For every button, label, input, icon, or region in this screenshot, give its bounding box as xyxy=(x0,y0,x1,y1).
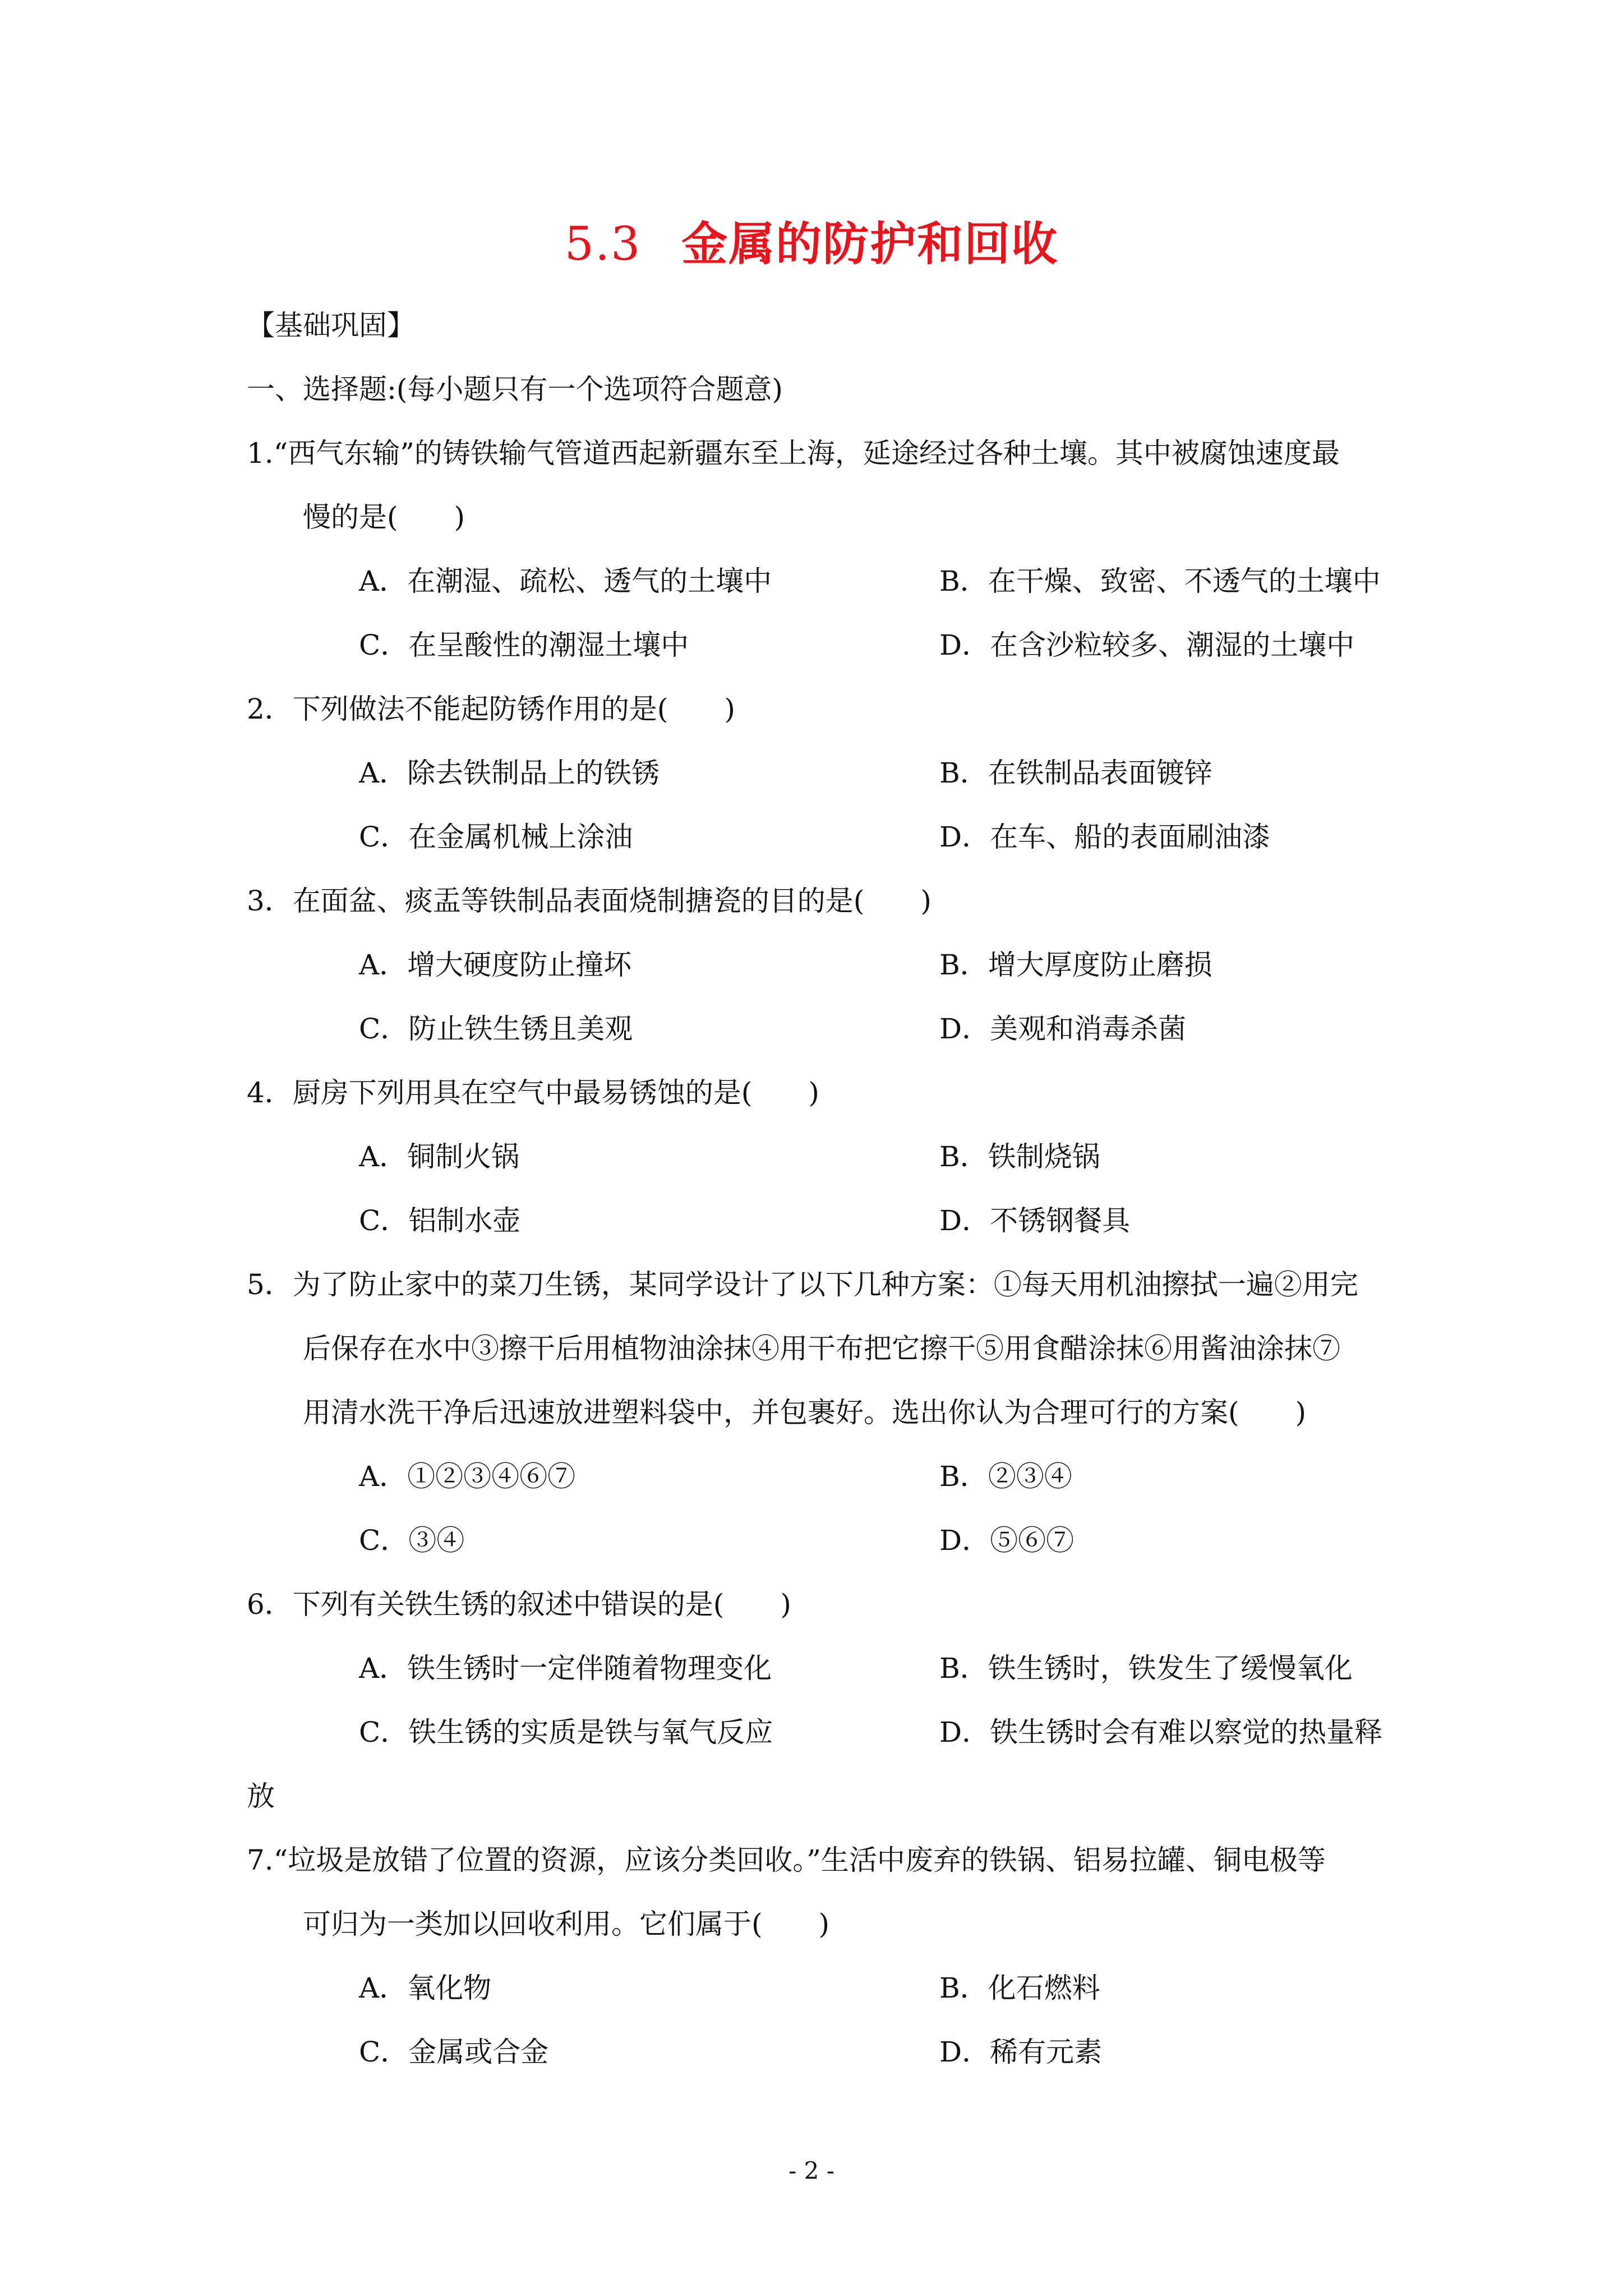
question-type-heading: 一、选择题:(每小题只有一个选项符合题意) xyxy=(247,373,783,406)
section-heading: 【基础巩固】 xyxy=(247,309,415,342)
question-3-option-d: D．美观和消毒杀菌 xyxy=(939,1013,1187,1045)
question-5-option-a: A．①②③④⑥⑦ xyxy=(359,1460,576,1493)
question-6-line-1: 6．下列有关铁生锈的叙述中错误的是( ) xyxy=(247,1588,791,1621)
page-title xyxy=(0,208,1623,273)
question-5-option-c: C．③④ xyxy=(359,1524,465,1557)
question-3-option-a: A．增大硬度防止撞坏 xyxy=(359,949,632,981)
question-1-option-b: B．在干燥、致密、不透气的土壤中 xyxy=(939,565,1381,597)
question-7-line-2: 可归为一类加以回收利用。它们属于( ) xyxy=(303,1908,830,1940)
question-6-option-a: A．铁生锈时一定伴随着物理变化 xyxy=(359,1652,772,1685)
question-1-line-1: 1.“西气东输”的铸铁输气管道西起新疆东至上海，延途经过各种土壤。其中被腐蚀速度最 xyxy=(247,437,1340,470)
question-6-option-c: C．铁生锈的实质是铁与氧气反应 xyxy=(359,1716,773,1749)
question-5-line-3: 用清水洗干净后迅速放进塑料袋中，并包裹好。选出你认为合理可行的方案( ) xyxy=(303,1396,1307,1429)
question-5-option-d: D．⑤⑥⑦ xyxy=(939,1524,1075,1557)
question-2-option-b: B．在铁制品表面镀锌 xyxy=(939,757,1212,789)
title-number: 5.3 xyxy=(564,218,642,271)
question-3-option-c: C．防止铁生锈且美观 xyxy=(359,1013,633,1045)
question-4-option-d: D．不锈钢餐具 xyxy=(939,1204,1131,1237)
question-7-option-c: C．金属或合金 xyxy=(359,2036,549,2068)
question-4-option-b: B．铁制烧锅 xyxy=(939,1140,1100,1173)
question-7-line-1: 7.“垃圾是放错了位置的资源，应该分类回收。”生活中废弃的铁锅、铝易拉罐、铜电极等 xyxy=(247,1844,1326,1876)
question-1-line-2: 慢的是( ) xyxy=(303,501,465,533)
question-7-option-a: A．氧化物 xyxy=(359,1972,492,2004)
question-2-option-a: A．除去铁制品上的铁锈 xyxy=(359,757,660,789)
question-1-option-a: A．在潮湿、疏松、透气的土壤中 xyxy=(359,565,772,597)
question-2-option-c: C．在金属机械上涂油 xyxy=(359,821,633,853)
question-2-line-1: 2．下列做法不能起防锈作用的是( ) xyxy=(247,693,735,725)
question-5-option-b: B．②③④ xyxy=(939,1460,1072,1493)
question-5-line-1: 5．为了防止家中的菜刀生锈，某同学设计了以下几种方案：①每天用机油擦拭一遍②用完 xyxy=(247,1268,1358,1301)
question-4-option-a: A．铜制火锅 xyxy=(359,1140,520,1173)
question-6-option-b: B．铁生锈时，铁发生了缓慢氧化 xyxy=(939,1652,1353,1685)
question-6-option-d-wrap: 放 xyxy=(247,1780,275,1812)
question-4-line-1: 4．厨房下列用具在空气中最易锈蚀的是( ) xyxy=(247,1076,819,1109)
question-4-option-c: C．铝制水壶 xyxy=(359,1204,521,1237)
question-3-line-1: 3．在面盆、痰盂等铁制品表面烧制搪瓷的目的是( ) xyxy=(247,885,932,917)
page-number: - 2 - xyxy=(789,2157,834,2184)
question-1-option-c: C．在呈酸性的潮湿土壤中 xyxy=(359,629,689,661)
question-3-option-b: B．增大厚度防止磨损 xyxy=(939,949,1212,981)
question-1-option-d: D．在含沙粒较多、潮湿的土壤中 xyxy=(939,629,1355,661)
question-7-option-d: D．稀有元素 xyxy=(939,2036,1103,2068)
question-6-option-d: D．铁生锈时会有难以察觉的热量释 xyxy=(939,1716,1383,1749)
question-5-line-2: 后保存在水中③擦干后用植物油涂抹④用干布把它擦干⑤用食醋涂抹⑥用酱油涂抹⑦ xyxy=(303,1332,1340,1365)
question-2-option-d: D．在车、船的表面刷油漆 xyxy=(939,821,1271,853)
title-text: 金属的防护和回收 xyxy=(681,217,1059,271)
question-7-option-b: B．化石燃料 xyxy=(939,1972,1100,2004)
